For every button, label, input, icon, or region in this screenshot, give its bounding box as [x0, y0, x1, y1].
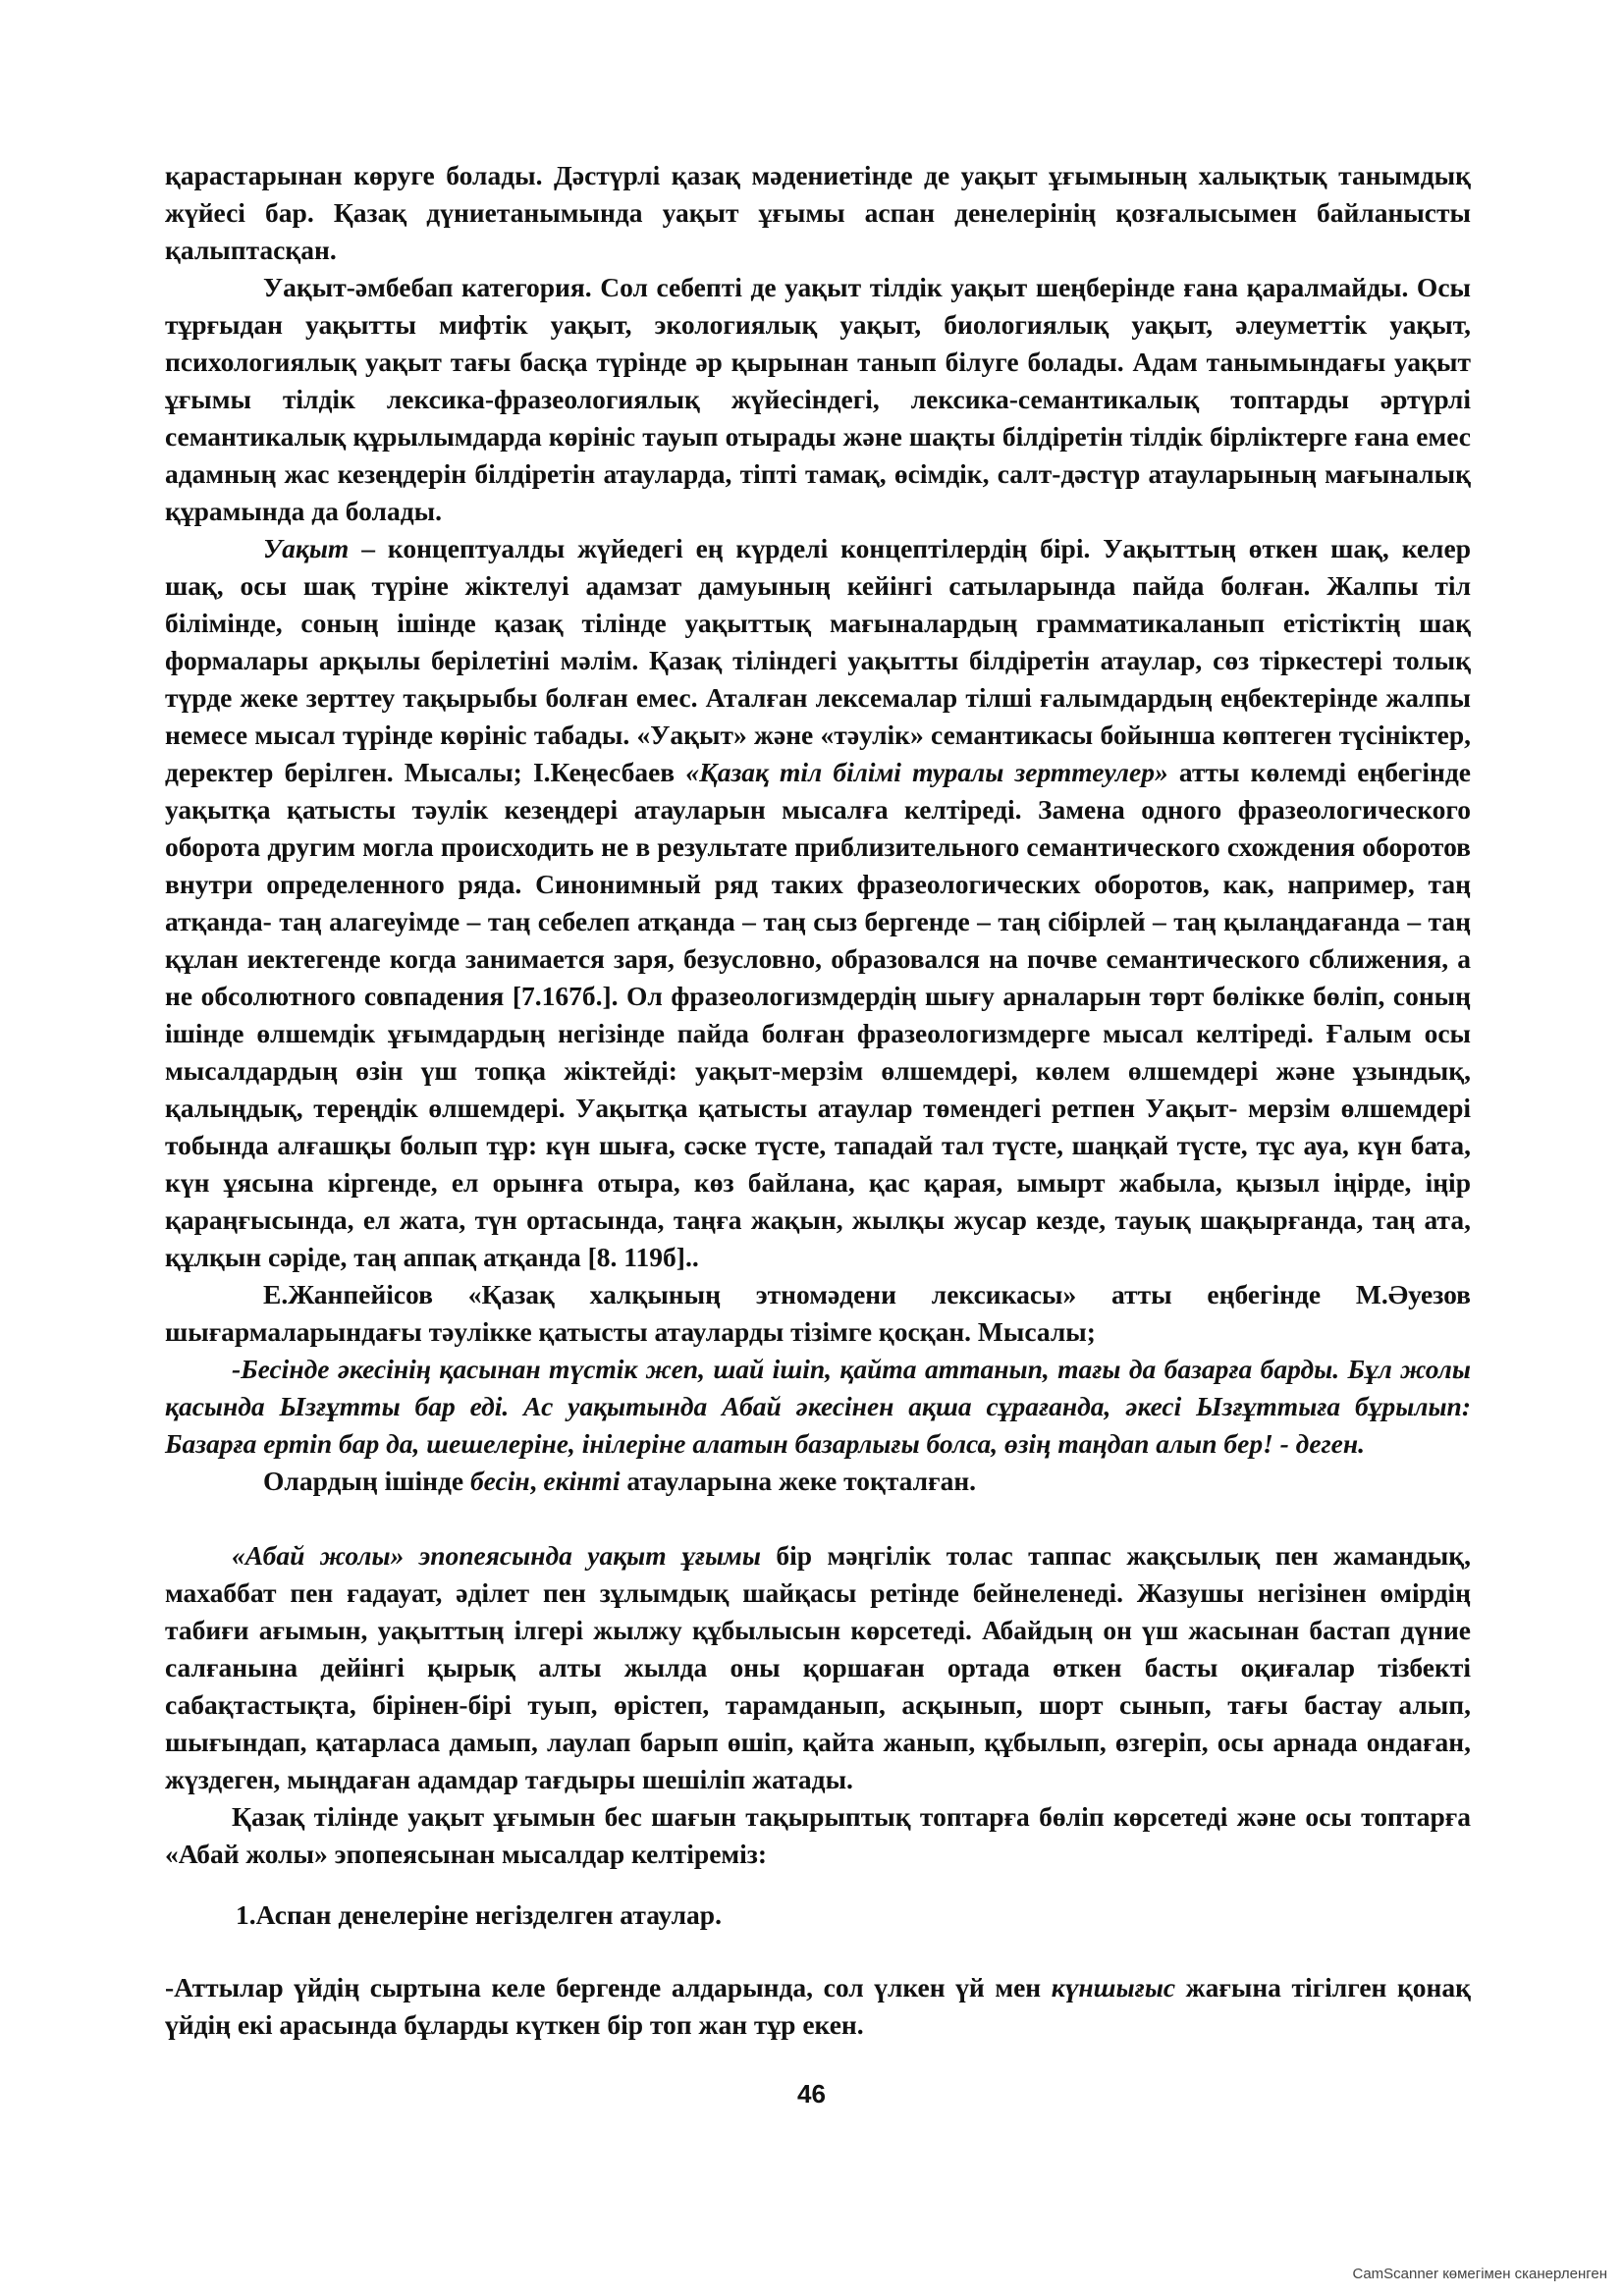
paragraph-3-part-2: атты көлемді еңбегінде уақытқа қатысты тәулік кезеңдері атауларын мысалға келтіреді. Замена одного фразеологического оборота другим могла происходить не в результате приблизительного семантического схождения оборотов внутри определенного ряда. Синонимный ряд таких фразеологических оборотов, как, например, таң атқанда- таң алагеуімде – таң себелеп атқанда – таң сыз бергенде – таң сібірлей – таң қылаңдағанда – таң құлан иектегенде когда занимается заря, безусловно, образовался на почве семантического сближения, а не обсолютного совпадения [7.167б.]. Ол фразеологизмдердің шығу арналарын төрт бөлікке бөліп, соның ішінде өлшемдік ұғымдардың негізінде пайда болған фразеологизмдерге мысал келтіреді. Ғалым осы мысалдардың өзін үш топқа жіктейді: уақыт-мерзім өлшемдері, көлем өлшемдері және ұзындық, қалыңдық, тереңдік өлшемдері. Уақытқа қатысты атаулар төмендегі ретпен Уақыт- мерзім өлшемдері тобында алғашқы болып тұр: күн шыға, сәске түсте, тападай тал түсте, шаңқай түсте, тұс ауа, күн бата, күн ұясына кіргенде, ел орынға отыра, көз байлана, қас қарая, ымырт жабыла, қызыл іңірде, іңір қараңғысында, ел жата, түн ортасында, таңға жақын, жылқы жусар кезде, тауық шақырғанда, таң ата, құлқын сәріде, таң аппақ атқанда [8. 119б].. [165, 757, 1472, 1272]
section-heading-inline: «Абай жолы» эпопеясында уақыт ұғымы [232, 1540, 761, 1571]
list-item-1: 1.Аспан денелеріне негізделген атаулар. [236, 1899, 722, 1930]
term-kunshygys: күншығыс [1051, 1972, 1176, 2002]
paragraph-8-start: -Аттылар үйдің сыртына келе бергенде алдарында, сол үлкен үй мен [165, 1972, 1052, 2002]
term-ekinti: екінті [543, 1466, 621, 1496]
paragraph-1: қарастарынан көруге болады. Дәстүрлі қазақ мәдениетінде де уақыт ұғымының халықтық танымдық жүйесі бар. Қазақ дүниетанымында уақыт ұғымы аспан денелерінің қозғалысымен байланысты қалыптасқан. [165, 160, 1471, 265]
paragraph-6 [165, 1537, 1471, 1798]
quote-block [165, 1351, 1471, 1463]
paragraph-2: Уақыт-әмбебап категория. Сол себепті де уақыт тілдік уақыт шеңберінде ғана қаралмайды. Осы тұрғыдан уақытты мифтік уақыт, экологиялық уақыт, биологиялық уақыт, әлеуметтік уақыт, психологиялық уақыт тағы басқа түрінде әр қырынан танып білуге болады. Адам танымындағы уақыт ұғымы тілдік лексика-фразеологиялық жүйесіндегі, лексика-семантикалық топтарды әртүрлі семантикалық құрылымдарда көрініс тауып отырады және шақты білдіретін тілдік бірліктерге ғана емес адамның жас кезеңдерін білдіретін атауларда, тіпті тамақ, өсімдік, салт-дәстүр атауларының мағыналық құрамында да болады. [165, 272, 1471, 526]
scanner-watermark: CamScanner көмегімен сканерленген [1352, 2266, 1607, 2282]
paragraph-5-start: Олардың ішінде [263, 1466, 470, 1496]
paragraph-3 [165, 530, 1471, 1276]
paragraph-5-end: атауларына жеке тоқталған. [620, 1466, 977, 1496]
paragraph-5-mid: , [529, 1466, 544, 1496]
quote-text: -Бесінде әкесінің қасынан түстік жеп, шай ішіп, қайта аттанып, тағы да базарға барды. Бұл жолы қасында Ызғұтты бар еді. Ас уақытында Абай әкесінен ақша сұрағанда, әкесі Ызғұттыға бұрылып: Базарға ертіп бар да, шешелеріне, інілеріне алатын базарлығы болса, өзің таңдап алып бер! - деген. [165, 1354, 1471, 1459]
paragraph-5 [165, 1463, 1471, 1500]
term-besin: бесін [469, 1466, 530, 1496]
page-number: 46 [797, 2079, 826, 2109]
paragraph-4: Е.Жанпейісов «Қазақ халқының этномәдени лексикасы» атты еңбегінде М.Әуезов шығармаларындағы тәулікке қатысты атауларды тізімге қосқан. Мысалы; [165, 1279, 1471, 1347]
paragraph-7: Қазақ тілінде уақыт ұғымын бес шағын тақырыптық топтарға бөліп көрсетеді және осы топтарға «Абай жолы» эпопеясынан мысалдар келтіреміз: [165, 1801, 1471, 1869]
paragraph-6-rest: бір мәңгілік толас таппас жақсылық пен жамандық, махаббат пен ғадауат, әділет пен зұлымдық шайқасы ретінде бейнеленеді. Жазушы негізінен өмірдің табиғи ағымын, уақыттың ілгері жылжу құбылысын көрсетеді. Абайдың он үш жасынан бастап дүние салғанына дейінгі қырық алты жылда оны қоршаған ортада өткен басты оқиғалар тізбекті сабақтастықта, бірінен-бірі туып, өрістеп, тарамданып, асқынып, шорт сынып, тағы бастау алып, шығындап, қатарласа дамып, лаулап барып өшіп, қайта жанып, құбылып, өзгеріп, осы арнада ондаған, жүздеген, мыңдаған адамдар тағдыры шешіліп жатады. [165, 1540, 1471, 1794]
term-uakyt: Уақыт [263, 533, 350, 563]
page-body [165, 157, 1471, 2044]
paragraph-8 [165, 1969, 1471, 2044]
paragraph-8-end: жағына тігілген қонақ үйдің екі арасында бұларды күткен бір топ жан тұр екен. [165, 1972, 1471, 2040]
book-title: «Қазақ тіл білімі туралы зерттеулер» [685, 757, 1168, 787]
paragraph-3-part-1: – концептуалды жүйедегі ең күрделі концептілердің бірі. Уақыттың өткен шақ, келер шақ, осы шақ түріне жіктелуі адамзат дамуының кейінгі сатыларында пайда болған. Жалпы тіл білімінде, соның ішінде қазақ тілінде уақыттық мағыналардың грамматикаланып етістіктің шақ формалары арқылы берілетіні мәлім. Қазақ тіліндегі уақытты білдіретін атаулар, сөз тіркестері толық түрде жеке зерттеу тақырыбы болған емес. Аталған лексемалар тілші ғалымдардың еңбектерінде жалпы немесе мысал түрінде көрініс табады. «Уақыт» және «тәулік» семантикасы бойынша көптеген түсініктер, деректер берілген. Мысалы; І.Кеңесбаев [165, 533, 1471, 787]
